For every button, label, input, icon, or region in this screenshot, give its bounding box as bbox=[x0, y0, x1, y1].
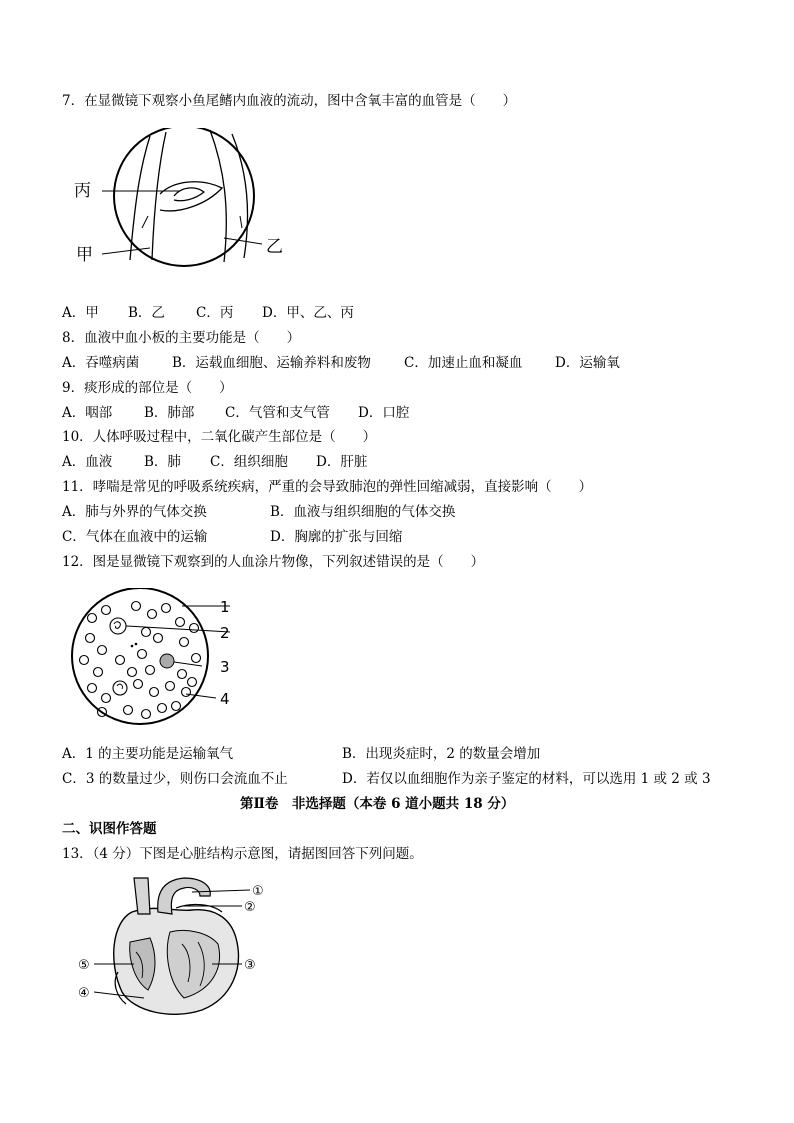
red-blood-cell bbox=[134, 680, 143, 689]
red-blood-cell bbox=[98, 646, 107, 655]
heart-label-2: ② bbox=[244, 900, 256, 915]
heart-structure-figure bbox=[72, 872, 272, 1022]
q10-option-a[interactable]: A．血液 bbox=[62, 454, 113, 470]
red-blood-cell bbox=[192, 654, 201, 663]
q9-option-d[interactable]: D．口腔 bbox=[358, 405, 410, 421]
red-blood-cell bbox=[102, 694, 111, 703]
heart-label-5: ⑤ bbox=[78, 958, 90, 973]
q13-stem: 13．（4 分）下图是心脏结构示意图，请据图回答下列问题。 bbox=[62, 846, 423, 862]
section-title: 二、识图作答题 bbox=[62, 821, 157, 837]
q10-option-d[interactable]: D．肝脏 bbox=[316, 454, 368, 470]
label-bing: 丙 bbox=[74, 181, 91, 201]
q10-option-b[interactable]: B．肺 bbox=[144, 454, 181, 470]
q11-option-d[interactable]: D．胸廓的扩张与回缩 bbox=[270, 529, 403, 545]
q8-option-d[interactable]: D．运输氧 bbox=[555, 355, 620, 371]
q7-option-a[interactable]: A．甲 bbox=[62, 305, 99, 321]
red-blood-cell bbox=[88, 684, 97, 693]
q12-option-d[interactable]: D．若仅以血细胞作为亲子鉴定的材料，可以选用 1 或 2 或 3 bbox=[342, 771, 711, 787]
q7-option-c[interactable]: C．丙 bbox=[196, 305, 234, 321]
blood-label-4: 4 bbox=[220, 690, 230, 708]
red-blood-cell bbox=[188, 678, 197, 687]
red-blood-cell bbox=[80, 656, 89, 665]
red-blood-cell bbox=[178, 670, 187, 679]
red-blood-cell bbox=[172, 702, 181, 711]
red-blood-cell bbox=[124, 706, 133, 715]
red-blood-cell bbox=[154, 634, 163, 643]
q11-option-c[interactable]: C．气体在血液中的运输 bbox=[62, 529, 208, 545]
blood-smear-figure bbox=[62, 588, 252, 730]
red-blood-cell bbox=[182, 688, 191, 697]
part2-header: 第Ⅱ卷 非选择题（本卷 6 道小题共 18 分） bbox=[240, 796, 515, 812]
heart-label-3: ③ bbox=[244, 958, 256, 973]
red-blood-cell bbox=[148, 610, 157, 619]
red-blood-cell bbox=[166, 682, 175, 691]
blood-label-2: 2 bbox=[220, 624, 230, 642]
q8-stem: 8．血液中血小板的主要功能是（ ） bbox=[62, 330, 301, 346]
q11-stem: 11．哮喘是常见的呼吸系统疾病，严重的会导致肺泡的弹性回缩减弱，直接影响（ ） bbox=[62, 479, 593, 495]
q12-stem: 12．图是显微镜下观察到的人血涂片物像，下列叙述错误的是（ ） bbox=[62, 554, 485, 570]
red-blood-cell bbox=[146, 666, 155, 675]
heart-label-1: ① bbox=[252, 884, 264, 899]
blood-label-1: 1 bbox=[220, 598, 230, 616]
q12-option-a[interactable]: A．1 的主要功能是运输氧气 bbox=[62, 746, 234, 762]
red-blood-cell bbox=[158, 704, 167, 713]
red-blood-cell bbox=[142, 710, 151, 719]
q10-option-c[interactable]: C．组织细胞 bbox=[210, 454, 288, 470]
red-blood-cell bbox=[86, 634, 95, 643]
blood-label-3: 3 bbox=[220, 658, 230, 676]
red-blood-cell bbox=[94, 668, 103, 677]
q9-option-c[interactable]: C．气管和支气管 bbox=[225, 405, 330, 421]
red-blood-cell bbox=[102, 606, 111, 615]
label-jia: 甲 bbox=[76, 245, 93, 265]
q9-stem: 9．痰形成的部位是（ ） bbox=[62, 380, 233, 396]
q9-option-a[interactable]: A．咽部 bbox=[62, 405, 113, 421]
red-blood-cells bbox=[80, 602, 201, 719]
heart-label-4: ④ bbox=[78, 986, 90, 1001]
red-blood-cell bbox=[138, 650, 147, 659]
q12-option-c[interactable]: C．3 的数量过少，则伤口会流血不止 bbox=[62, 771, 288, 787]
q10-stem: 10．人体呼吸过程中，二氧化碳产生部位是（ ） bbox=[62, 429, 377, 445]
red-blood-cell bbox=[150, 688, 159, 697]
q8-option-a[interactable]: A．吞噬病菌 bbox=[62, 355, 140, 371]
q11-option-b[interactable]: B．血液与组织细胞的气体交换 bbox=[270, 504, 456, 520]
q8-option-c[interactable]: C．加速止血和凝血 bbox=[404, 355, 523, 371]
red-blood-cell bbox=[132, 602, 141, 611]
red-blood-cell bbox=[88, 614, 97, 623]
q7-option-d[interactable]: D．甲、乙、丙 bbox=[262, 305, 354, 321]
label-yi: 乙 bbox=[266, 237, 283, 257]
q11-option-a[interactable]: A．肺与外界的气体交换 bbox=[62, 504, 207, 520]
red-blood-cell bbox=[190, 624, 199, 633]
q7-stem: 7．在显微镜下观察小鱼尾鳍内血液的流动，图中含氧丰富的血管是（ ） bbox=[62, 93, 517, 109]
q8-option-b[interactable]: B．运载血细胞、运输养料和废物 bbox=[172, 355, 371, 371]
q9-option-b[interactable]: B．肺部 bbox=[144, 405, 195, 421]
red-blood-cell bbox=[128, 668, 137, 677]
fish-tail-microscope-figure bbox=[62, 128, 292, 270]
red-blood-cell bbox=[162, 604, 171, 613]
q12-option-b[interactable]: B．出现炎症时，2 的数量会增加 bbox=[342, 746, 541, 762]
red-blood-cell bbox=[180, 638, 189, 647]
red-blood-cell bbox=[116, 656, 125, 665]
red-blood-cell bbox=[142, 628, 151, 637]
q7-option-b[interactable]: B．乙 bbox=[128, 305, 165, 321]
red-blood-cell bbox=[176, 618, 185, 627]
